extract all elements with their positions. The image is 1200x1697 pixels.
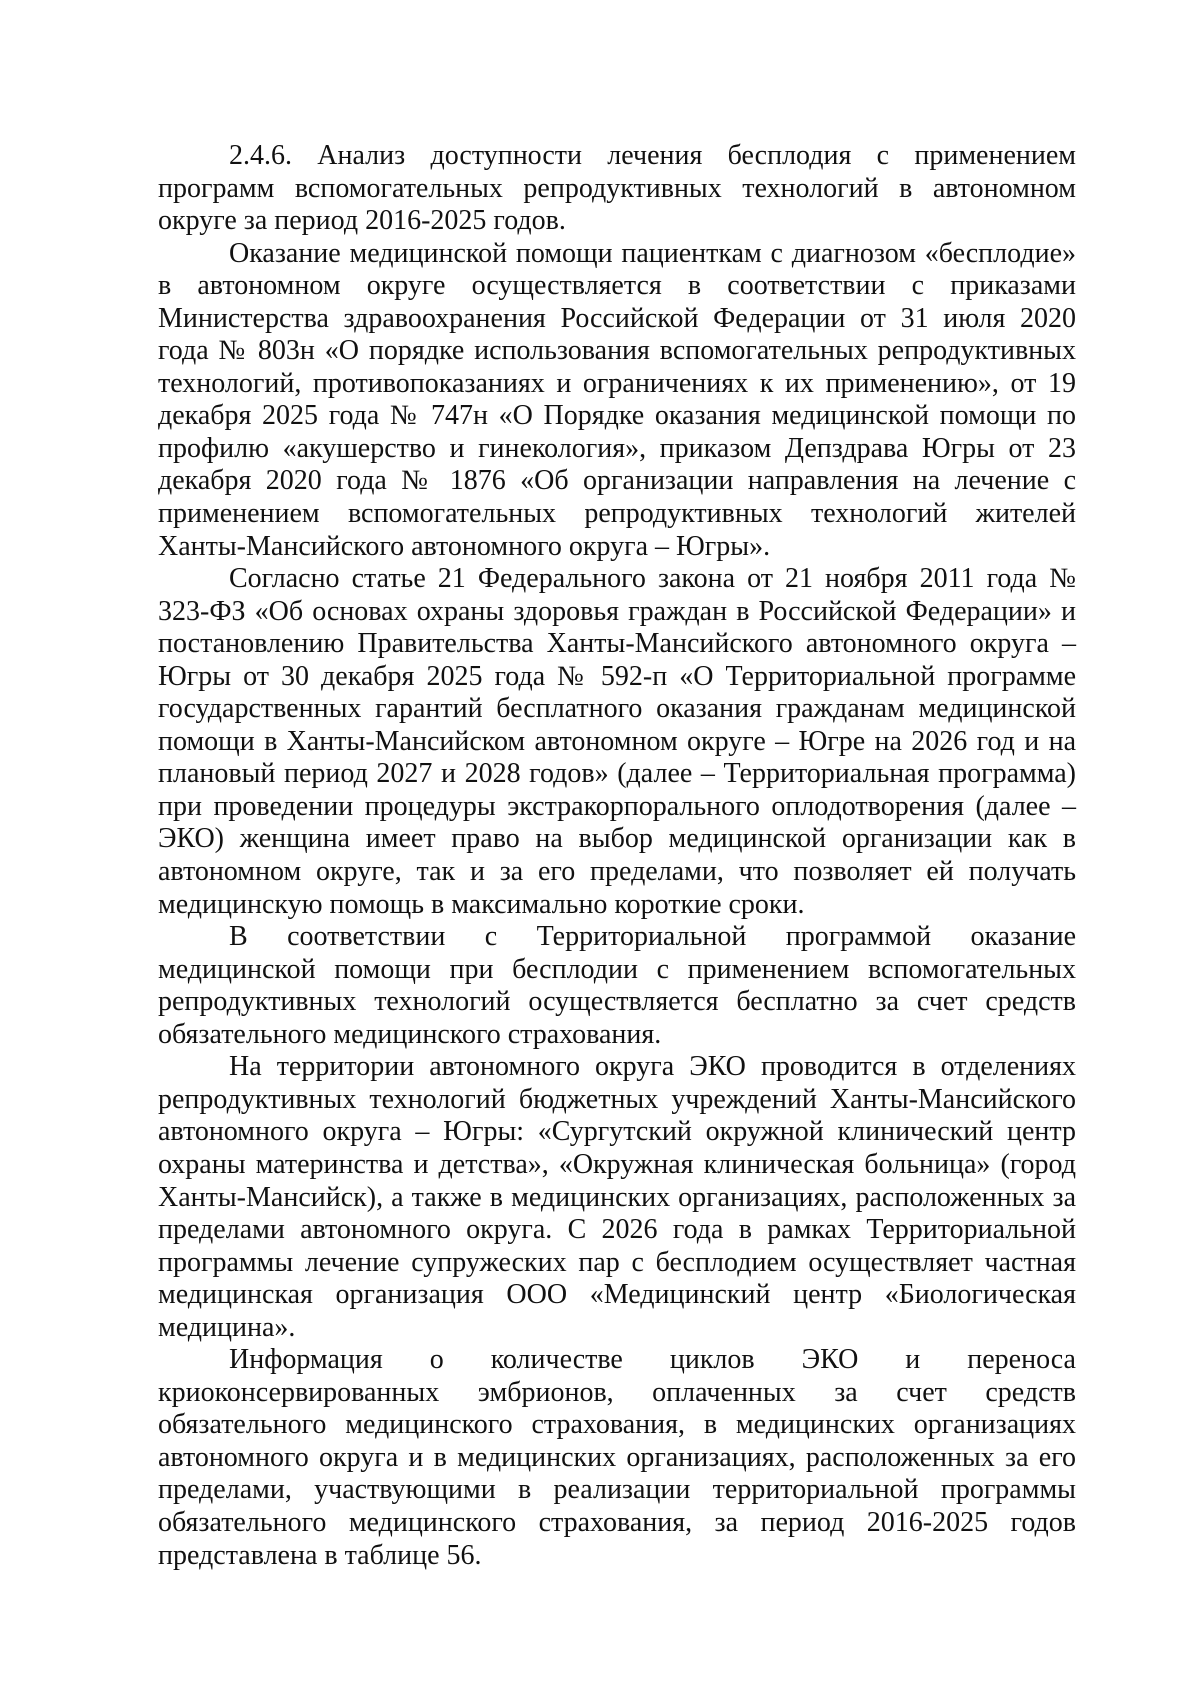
document-body (158, 140, 1076, 1572)
body-paragraph: Информация о количестве циклов ЭКО и переноса криоконсервированных эмбрионов, оплаченных за счет средств обязательного медицинского страхования, в медицинских организациях автономного округа и в медицинских организациях, расположенных за его пределами, участвующими в реализации территориальной программы обязательного медицинского страхования, за период 2016-2025 годов представлена в таблице 56. (158, 1344, 1076, 1571)
body-paragraph: Оказание медицинской помощи пациенткам с диагнозом «бесплодие» в автономном округе осуществляется в соответствии с приказами Министерства здравоохранения Российской Федерации от 31 июля 2020 года № 803н «О порядке использования вспомогательных репродуктивных технологий, противопоказаниях и ограничениях к их применению», от 19 декабря 2025 года № 747н «О Порядке оказания медицинской помощи по профилю «акушерство и гинекология», приказом Депздрава Югры от 23 декабря 2020 года № 1876 «Об организации направления на лечение с применением вспомогательных репродуктивных технологий жителей Ханты-Мансийского автономного округа – Югры». (158, 237, 1076, 562)
body-paragraph: В соответствии с Территориальной программой оказание медицинской помощи при бесплодии с применением вспомогательных репродуктивных технологий осуществляется бесплатно за счет средств обязательного медицинского страхования. (158, 921, 1076, 1050)
section-heading-paragraph: 2.4.6. Анализ доступности лечения бесплодия с применением программ вспомогательных репродуктивных технологий в автономном округе за период 2016-2025 годов. (158, 140, 1076, 237)
body-paragraph: Согласно статье 21 Федерального закона от 21 ноября 2011 года № 323-ФЗ «Об основах охраны здоровья граждан в Российской Федерации» и постановлению Правительства Ханты-Мансийского автономного округа – Югры от 30 декабря 2025 года № 592-п «О Территориальной программе государственных гарантий бесплатного оказания гражданам медицинской помощи в Ханты-Мансийском автономном округе – Югре на 2026 год и на плановый период 2027 и 2028 годов» (далее – Территориальная программа) при проведении процедуры экстракорпорального оплодотворения (далее – ЭКО) женщина имеет право на выбор медицинской организации как в автономном округе, так и за его пределами, что позволяет ей получать медицинскую помощь в максимально короткие сроки. (158, 563, 1076, 920)
body-paragraph: На территории автономного округа ЭКО проводится в отделениях репродуктивных технологий бюджетных учреждений Ханты-Мансийского автономного округа – Югры: «Сургутский окружной клинический центр охраны материнства и детства», «Окружная клиническая больница» (город Ханты-Мансийск), а также в медицинских организациях, расположенных за пределами автономного округа. С 2026 года в рамках Территориальной программы лечение супружеских пар с бесплодием осуществляет частная медицинская организация ООО «Медицинский центр «Биологическая медицина». (158, 1051, 1076, 1343)
